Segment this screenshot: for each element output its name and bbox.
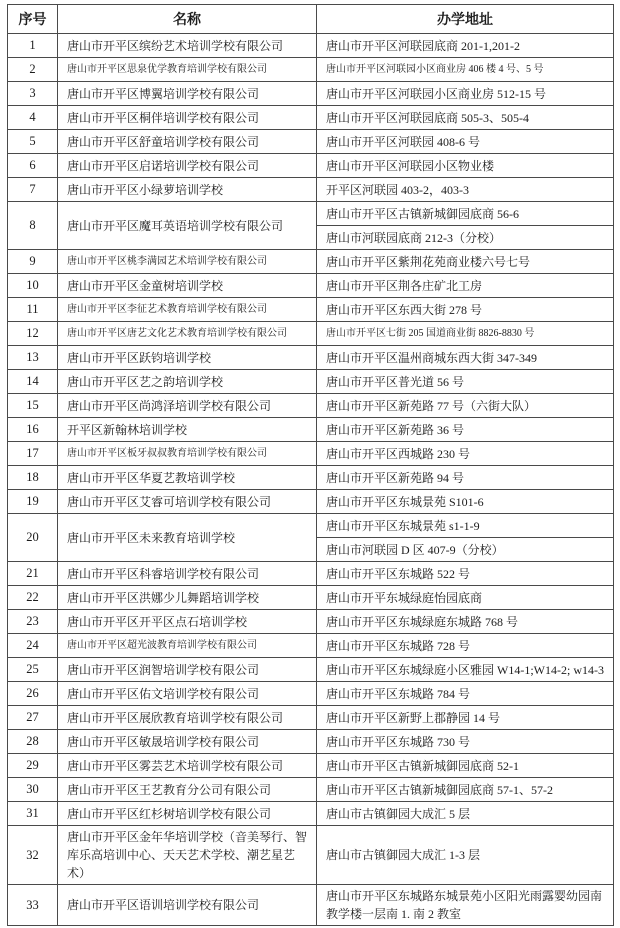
cell-serial-number: 13 <box>8 346 58 370</box>
table-row <box>8 778 614 802</box>
table-row <box>8 178 614 202</box>
cell-school-name: 唐山市开平区雾芸艺术培训学校有限公司 <box>58 754 317 778</box>
cell-serial-number: 2 <box>8 58 58 82</box>
cell-serial-number: 4 <box>8 106 58 130</box>
table-row <box>8 682 614 706</box>
cell-address: 唐山市开平区新苑路 94 号 <box>317 466 614 490</box>
cell-school-name: 唐山市开平区尚鸿泽培训学校有限公司 <box>58 394 317 418</box>
cell-serial-number: 22 <box>8 586 58 610</box>
table-row <box>8 250 614 274</box>
table-row <box>8 490 614 514</box>
table-row <box>8 34 614 58</box>
cell-address: 唐山市开平区东城景苑 S101-6 <box>317 490 614 514</box>
cell-school-name: 唐山市开平区金年华培训学校（音美琴行、智库乐高培训中心、天天艺术学校、潮艺星艺术） <box>58 826 317 885</box>
table-row <box>8 394 614 418</box>
cell-address-secondary: 唐山市河联园底商 212-3（分校） <box>317 226 614 250</box>
cell-school-name: 唐山市开平区魔耳英语培训学校有限公司 <box>58 202 317 250</box>
cell-serial-number: 1 <box>8 34 58 58</box>
cell-school-name: 唐山市开平区跃钧培训学校 <box>58 346 317 370</box>
cell-serial-number: 23 <box>8 610 58 634</box>
cell-address: 唐山市开平区荆各庄矿北工房 <box>317 274 614 298</box>
table-row <box>8 274 614 298</box>
cell-serial-number: 19 <box>8 490 58 514</box>
cell-school-name: 唐山市开平区敏晟培训学校有限公司 <box>58 730 317 754</box>
cell-school-name: 唐山市开平区语训培训学校有限公司 <box>58 885 317 926</box>
cell-address: 唐山市开平东城绿庭怡园底商 <box>317 586 614 610</box>
cell-address: 唐山市开平区河联园小区商业房 406 楼 4 号、5 号 <box>317 58 614 82</box>
cell-address: 唐山市开平区古镇新城御园底商 56-6 <box>317 202 614 226</box>
cell-address: 唐山市开平区普光道 56 号 <box>317 370 614 394</box>
cell-address: 唐山市开平区古镇新城御园底商 57-1、57-2 <box>317 778 614 802</box>
table-row <box>8 130 614 154</box>
cell-serial-number: 3 <box>8 82 58 106</box>
cell-serial-number: 21 <box>8 562 58 586</box>
cell-school-name: 唐山市开平区金童树培训学校 <box>58 274 317 298</box>
table-row <box>8 514 614 538</box>
cell-address: 唐山市开平区紫荆花苑商业楼六号七号 <box>317 250 614 274</box>
cell-serial-number: 9 <box>8 250 58 274</box>
table-row <box>8 562 614 586</box>
table-row <box>8 370 614 394</box>
cell-school-name: 唐山市开平区开平区点石培训学校 <box>58 610 317 634</box>
cell-address: 唐山市古镇御园大成汇 1-3 层 <box>317 826 614 885</box>
cell-school-name: 唐山市开平区启诺培训学校有限公司 <box>58 154 317 178</box>
cell-address: 唐山市开平区河联园小区物业楼 <box>317 154 614 178</box>
cell-address-secondary: 唐山市河联园 D 区 407-9（分校） <box>317 538 614 562</box>
table-row <box>8 730 614 754</box>
cell-school-name: 唐山市开平区思泉优学教育培训学校有限公司 <box>58 58 317 82</box>
cell-school-name: 唐山市开平区舒童培训学校有限公司 <box>58 130 317 154</box>
cell-serial-number: 31 <box>8 802 58 826</box>
cell-school-name: 唐山市开平区博翼培训学校有限公司 <box>58 82 317 106</box>
table-row <box>8 154 614 178</box>
cell-serial-number: 28 <box>8 730 58 754</box>
table-row <box>8 885 614 926</box>
table-row <box>8 466 614 490</box>
cell-address: 唐山市开平区河联园底商 201-1,201-2 <box>317 34 614 58</box>
table-row <box>8 202 614 226</box>
cell-serial-number: 29 <box>8 754 58 778</box>
table-row <box>8 418 614 442</box>
cell-serial-number: 18 <box>8 466 58 490</box>
cell-address: 唐山市开平区东城绿庭小区雅园 W14-1;W14-2; w14-3 <box>317 658 614 682</box>
cell-school-name: 唐山市开平区科睿培训学校有限公司 <box>58 562 317 586</box>
table-row <box>8 346 614 370</box>
cell-serial-number: 27 <box>8 706 58 730</box>
table-row <box>8 322 614 346</box>
table-row <box>8 106 614 130</box>
cell-school-name: 唐山市开平区艾睿可培训学校有限公司 <box>58 490 317 514</box>
cell-serial-number: 10 <box>8 274 58 298</box>
cell-serial-number: 15 <box>8 394 58 418</box>
table-row <box>8 58 614 82</box>
cell-address: 唐山市开平区东城路 522 号 <box>317 562 614 586</box>
table-row <box>8 826 614 885</box>
cell-school-name: 唐山市开平区展欣教育培训学校有限公司 <box>58 706 317 730</box>
cell-school-name: 唐山市开平区艺之韵培训学校 <box>58 370 317 394</box>
table-row <box>8 634 614 658</box>
cell-address: 开平区河联园 403-2，403-3 <box>317 178 614 202</box>
cell-address: 唐山市开平区东城路 728 号 <box>317 634 614 658</box>
cell-address: 唐山市开平区新苑路 36 号 <box>317 418 614 442</box>
cell-address: 唐山市开平区东西大街 278 号 <box>317 298 614 322</box>
cell-school-name: 唐山市开平区华夏艺教培训学校 <box>58 466 317 490</box>
table-row <box>8 610 614 634</box>
cell-address: 唐山市开平区东城路 730 号 <box>317 730 614 754</box>
cell-address: 唐山市开平区东城景苑 s1-1-9 <box>317 514 614 538</box>
table-row <box>8 442 614 466</box>
cell-school-name: 唐山市开平区佑文培训学校有限公司 <box>58 682 317 706</box>
cell-address: 唐山市开平区河联园 408-6 号 <box>317 130 614 154</box>
cell-school-name: 唐山市开平区超光波教育培训学校有限公司 <box>58 634 317 658</box>
cell-serial-number: 25 <box>8 658 58 682</box>
cell-address: 唐山市开平区河联园小区商业房 512-15 号 <box>317 82 614 106</box>
table-row <box>8 754 614 778</box>
cell-address: 唐山市开平区东城路东城景苑小区阳光雨露婴幼园南教学楼一层南 1. 南 2 教室 <box>317 885 614 926</box>
cell-school-name: 唐山市开平区红杉树培训学校有限公司 <box>58 802 317 826</box>
cell-serial-number: 20 <box>8 514 58 562</box>
column-header-no: 序号 <box>8 5 58 34</box>
cell-school-name: 唐山市开平区洪娜少儿舞蹈培训学校 <box>58 586 317 610</box>
cell-address: 唐山市开平区河联园底商 505-3、505-4 <box>317 106 614 130</box>
table-row <box>8 298 614 322</box>
schools-table <box>7 4 614 926</box>
cell-serial-number: 33 <box>8 885 58 926</box>
cell-serial-number: 17 <box>8 442 58 466</box>
cell-school-name: 唐山市开平区李征艺术教育培训学校有限公司 <box>58 298 317 322</box>
cell-serial-number: 11 <box>8 298 58 322</box>
cell-school-name: 唐山市开平区小绿萝培训学校 <box>58 178 317 202</box>
header-row <box>8 5 614 34</box>
table-row <box>8 586 614 610</box>
cell-school-name: 开平区新翰林培训学校 <box>58 418 317 442</box>
cell-address: 唐山市古镇御园大成汇 5 层 <box>317 802 614 826</box>
cell-address: 唐山市开平区东城绿庭东城路 768 号 <box>317 610 614 634</box>
cell-address: 唐山市开平区新野上郡静园 14 号 <box>317 706 614 730</box>
cell-address: 唐山市开平区温州商城东西大街 347-349 <box>317 346 614 370</box>
cell-address: 唐山市开平区西城路 230 号 <box>317 442 614 466</box>
cell-serial-number: 7 <box>8 178 58 202</box>
cell-school-name: 唐山市开平区缤纷艺术培训学校有限公司 <box>58 34 317 58</box>
table-header <box>8 5 614 34</box>
table-row <box>8 82 614 106</box>
table-row <box>8 802 614 826</box>
cell-address: 唐山市开平区新苑路 77 号（六街大队） <box>317 394 614 418</box>
cell-school-name: 唐山市开平区王艺教育分公司有限公司 <box>58 778 317 802</box>
cell-serial-number: 14 <box>8 370 58 394</box>
cell-school-name: 唐山市开平区唐艺文化艺术教育培训学校有限公司 <box>58 322 317 346</box>
column-header-address: 办学地址 <box>317 5 614 34</box>
column-header-name: 名称 <box>58 5 317 34</box>
table-row <box>8 706 614 730</box>
cell-school-name: 唐山市开平区桃李满园艺术培训学校有限公司 <box>58 250 317 274</box>
cell-school-name: 唐山市开平区板牙叔叔教育培训学校有限公司 <box>58 442 317 466</box>
cell-serial-number: 5 <box>8 130 58 154</box>
cell-address: 唐山市开平区七街 205 国道商业街 8826-8830 号 <box>317 322 614 346</box>
cell-address: 唐山市开平区古镇新城御园底商 52-1 <box>317 754 614 778</box>
cell-serial-number: 30 <box>8 778 58 802</box>
cell-serial-number: 6 <box>8 154 58 178</box>
table-row <box>8 658 614 682</box>
cell-serial-number: 26 <box>8 682 58 706</box>
cell-serial-number: 32 <box>8 826 58 885</box>
cell-serial-number: 8 <box>8 202 58 250</box>
cell-school-name: 唐山市开平区桐伴培训学校有限公司 <box>58 106 317 130</box>
cell-address: 唐山市开平区东城路 784 号 <box>317 682 614 706</box>
cell-serial-number: 24 <box>8 634 58 658</box>
table-body <box>8 34 614 926</box>
cell-serial-number: 16 <box>8 418 58 442</box>
cell-school-name: 唐山市开平区润智培训学校有限公司 <box>58 658 317 682</box>
cell-school-name: 唐山市开平区未来教育培训学校 <box>58 514 317 562</box>
cell-serial-number: 12 <box>8 322 58 346</box>
